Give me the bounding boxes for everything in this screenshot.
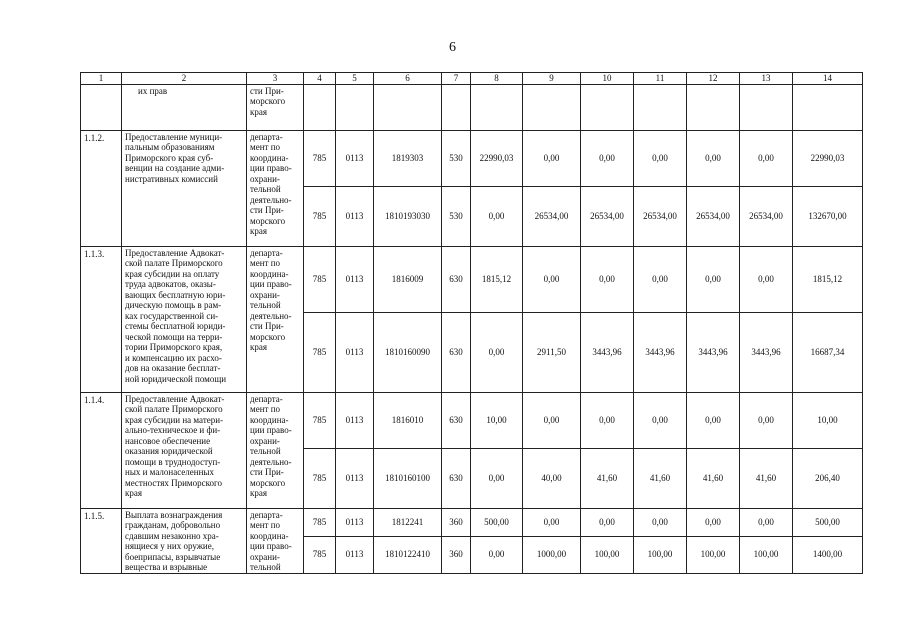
col-header: 8 — [471, 73, 523, 85]
value-cell: 1400,00 — [793, 536, 863, 573]
value-cell: 10,00 — [471, 392, 523, 448]
value-cell: 0,00 — [634, 508, 687, 536]
value-cell: 100,00 — [581, 536, 634, 573]
value-cell: 0,00 — [634, 130, 687, 186]
value-cell: 0113 — [336, 448, 374, 508]
col-header: 5 — [336, 73, 374, 85]
value-cell: 0,00 — [634, 392, 687, 448]
value-cell: 26534,00 — [687, 186, 740, 246]
value-cell: 1815,12 — [793, 246, 863, 312]
value-cell: 785 — [304, 246, 336, 312]
value-cell: 100,00 — [740, 536, 793, 573]
col-header: 4 — [304, 73, 336, 85]
value-cell: 3443,96 — [687, 312, 740, 392]
header-row — [81, 73, 863, 85]
value-cell: 26534,00 — [523, 186, 581, 246]
col-header: 11 — [634, 73, 687, 85]
value-cell: 3443,96 — [634, 312, 687, 392]
row-number — [81, 84, 122, 130]
value-cell: 630 — [442, 312, 471, 392]
table-row — [81, 130, 863, 186]
value-cell: 22990,03 — [793, 130, 863, 186]
value-cell: 1816010 — [374, 392, 442, 448]
value-cell: 0,00 — [523, 246, 581, 312]
value-cell: 26534,00 — [740, 186, 793, 246]
row-name: Предоставление муници- пальным образованиям Приморского края суб- венции на создание адми- нистративных комиссий — [122, 130, 247, 246]
row-department: департа- мент по координа- ции право- охрани- тельной деятельно- сти При- морского края — [247, 130, 304, 246]
col-header: 9 — [523, 73, 581, 85]
value-cell: 3443,96 — [581, 312, 634, 392]
value-cell: 1810122410 — [374, 536, 442, 573]
value-cell: 0113 — [336, 536, 374, 573]
value-cell: 360 — [442, 536, 471, 573]
table-row — [81, 84, 863, 130]
value-cell: 630 — [442, 246, 471, 312]
budget-table — [80, 72, 863, 574]
table-row — [81, 508, 863, 536]
col-header: 13 — [740, 73, 793, 85]
value-cell: 1812241 — [374, 508, 442, 536]
row-name: Предоставление Адвокат- ской палате Приморского края субсидии на оплату труда адвокатов, оказы- вающих бесплатную юри- дическую помощь в рам- ках государственной си- стемы бесплатной юриди- ческой помощи на терри- тории Приморского края, и компенсацию их расхо- дов на оказание бесплат- ной юридической помощи — [122, 246, 247, 392]
col-header: 6 — [374, 73, 442, 85]
value-cell: 785 — [304, 448, 336, 508]
value-cell: 0113 — [336, 130, 374, 186]
value-cell: 630 — [442, 448, 471, 508]
row-department: департа- мент по координа- ции право- охрани- тельной — [247, 508, 304, 573]
value-cell: 100,00 — [634, 536, 687, 573]
col-header: 12 — [687, 73, 740, 85]
table-row — [81, 392, 863, 448]
row-department: департа- мент по координа- ции право- охрани- тельной деятельно- сти При- морского края — [247, 246, 304, 392]
value-cell: 785 — [304, 536, 336, 573]
value-cell: 16687,34 — [793, 312, 863, 392]
value-cell: 0113 — [336, 246, 374, 312]
row-number: 1.1.2. — [81, 130, 122, 246]
value-cell: 0,00 — [523, 130, 581, 186]
value-cell: 3443,96 — [740, 312, 793, 392]
value-cell: 360 — [442, 508, 471, 536]
value-cell: 0,00 — [740, 508, 793, 536]
value-cell: 500,00 — [793, 508, 863, 536]
row-number: 1.1.5. — [81, 508, 122, 573]
value-cell: 0,00 — [523, 508, 581, 536]
value-cell: 0113 — [336, 508, 374, 536]
value-cell: 630 — [442, 392, 471, 448]
value-cell: 530 — [442, 130, 471, 186]
col-header: 2 — [122, 73, 247, 85]
value-cell: 41,60 — [687, 448, 740, 508]
value-cell: 785 — [304, 130, 336, 186]
value-cell: 500,00 — [471, 508, 523, 536]
col-header: 1 — [81, 73, 122, 85]
value-cell: 0,00 — [740, 130, 793, 186]
value-cell: 41,60 — [581, 448, 634, 508]
value-cell: 132670,00 — [793, 186, 863, 246]
page-number: 6 — [449, 40, 456, 55]
value-cell: 0,00 — [471, 536, 523, 573]
value-cell: 785 — [304, 392, 336, 448]
row-number: 1.1.3. — [81, 246, 122, 392]
value-cell: 785 — [304, 508, 336, 536]
row-name: их прав — [122, 84, 247, 130]
row-name: Предоставление Адвокат- ской палате Приморского края субсидии на матери- ально-техническое и фи- нансовое обеспечение оказания юридической помощи в труднодоступ- ных и малонаселенных местностях Приморского края — [122, 392, 247, 508]
col-header: 10 — [581, 73, 634, 85]
value-cell: 0113 — [336, 392, 374, 448]
value-cell: 0,00 — [740, 392, 793, 448]
value-cell: 0,00 — [581, 246, 634, 312]
value-cell: 26534,00 — [634, 186, 687, 246]
row-number: 1.1.4. — [81, 392, 122, 508]
value-cell: 40,00 — [523, 448, 581, 508]
value-cell: 0,00 — [687, 130, 740, 186]
value-cell: 2911,50 — [523, 312, 581, 392]
value-cell: 0113 — [336, 186, 374, 246]
value-cell: 0,00 — [581, 508, 634, 536]
value-cell: 0,00 — [471, 312, 523, 392]
value-cell: 22990,03 — [471, 130, 523, 186]
row-name: Выплата вознаграждения гражданам, добровольно сдавшим незаконно хра- нящиеся у них оружие, боеприпасы, взрывчатые вещества и взрывные — [122, 508, 247, 573]
value-cell: 0,00 — [687, 508, 740, 536]
value-cell: 0,00 — [740, 246, 793, 312]
value-cell: 10,00 — [793, 392, 863, 448]
value-cell: 0113 — [336, 312, 374, 392]
row-department: сти При- морского края — [247, 84, 304, 130]
value-cell: 1819303 — [374, 130, 442, 186]
value-cell: 785 — [304, 312, 336, 392]
value-cell: 0,00 — [634, 246, 687, 312]
value-cell: 100,00 — [687, 536, 740, 573]
row-department: департа- мент по координа- ции право- охрани- тельной деятельно- сти При- морского края — [247, 392, 304, 508]
table-row — [81, 246, 863, 312]
value-cell: 0,00 — [687, 246, 740, 312]
col-header: 14 — [793, 73, 863, 85]
value-cell: 0,00 — [471, 448, 523, 508]
col-header: 7 — [442, 73, 471, 85]
value-cell: 1000,00 — [523, 536, 581, 573]
value-cell: 206,40 — [793, 448, 863, 508]
value-cell: 41,60 — [634, 448, 687, 508]
value-cell: 41,60 — [740, 448, 793, 508]
value-cell: 26534,00 — [581, 186, 634, 246]
value-cell: 530 — [442, 186, 471, 246]
col-header: 3 — [247, 73, 304, 85]
value-cell: 0,00 — [523, 392, 581, 448]
value-cell: 785 — [304, 186, 336, 246]
value-cell: 1810160090 — [374, 312, 442, 392]
value-cell: 0,00 — [581, 130, 634, 186]
value-cell: 1816009 — [374, 246, 442, 312]
value-cell: 1810193030 — [374, 186, 442, 246]
value-cell: 1810160100 — [374, 448, 442, 508]
value-cell: 0,00 — [471, 186, 523, 246]
value-cell: 0,00 — [581, 392, 634, 448]
value-cell: 0,00 — [687, 392, 740, 448]
value-cell: 1815,12 — [471, 246, 523, 312]
